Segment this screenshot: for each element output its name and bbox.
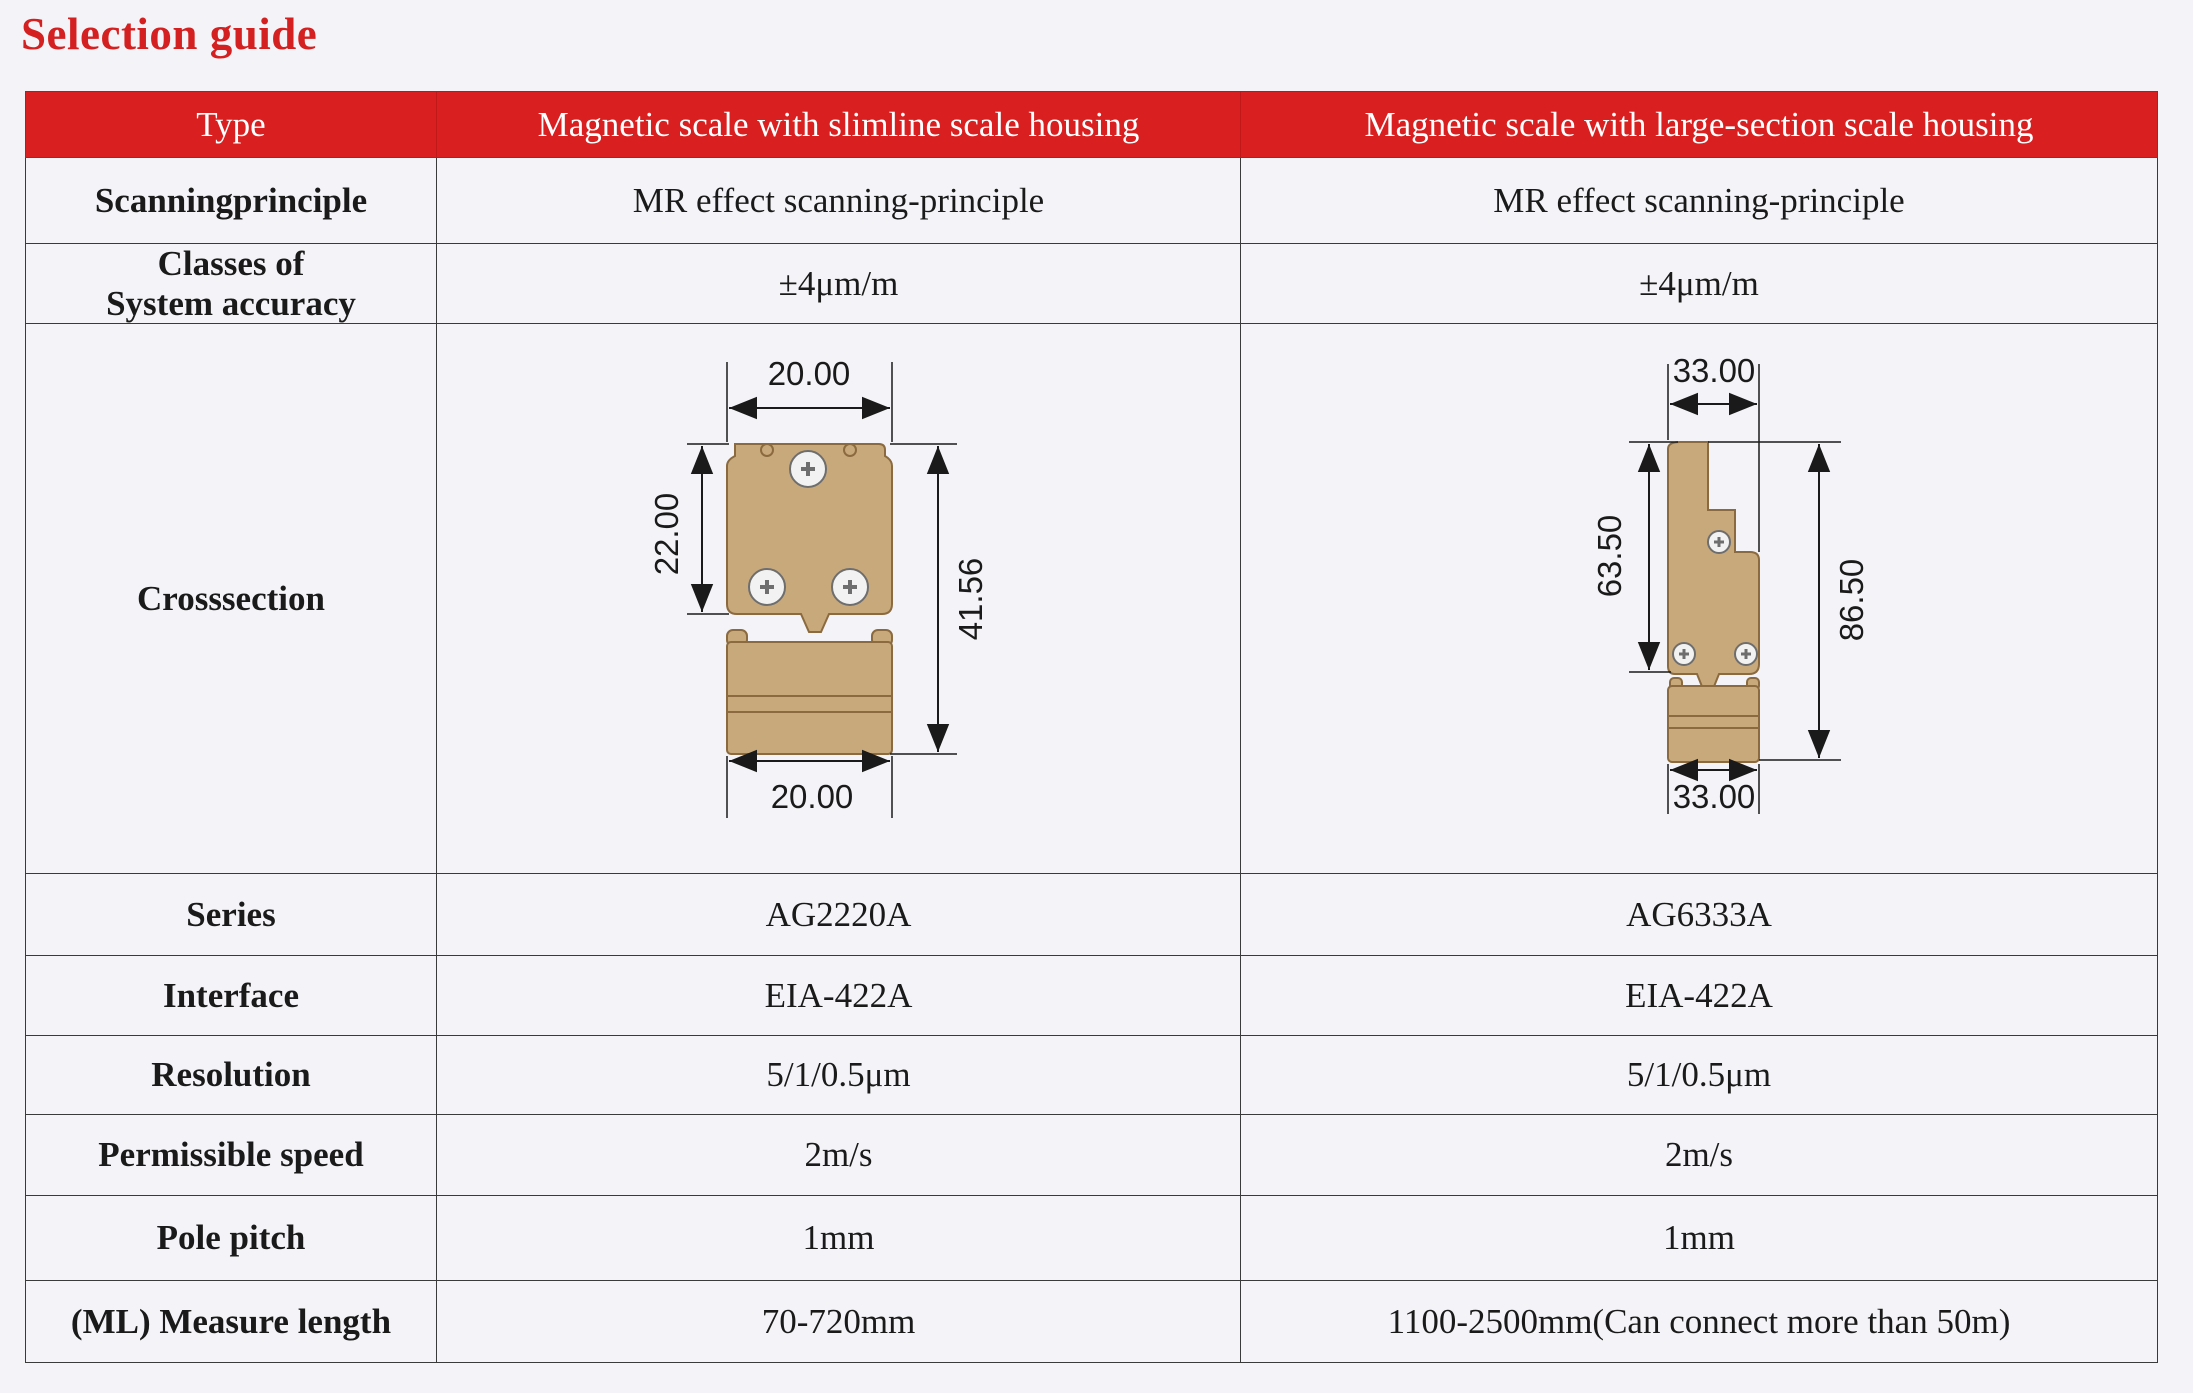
selection-guide-table (25, 91, 2158, 1363)
header-type: Type (26, 92, 437, 158)
cell-interface-slim: EIA-422A (437, 956, 1241, 1036)
row-label-interface: Interface (26, 956, 437, 1036)
screw-icon (832, 569, 868, 605)
dim-bottom-width: 33.00 (1672, 778, 1756, 815)
table-row (26, 244, 2158, 324)
large-section-cross-section-drawing (1241, 324, 2158, 873)
screw-icon (1708, 531, 1730, 553)
cell-interface-large: EIA-422A (1241, 956, 2158, 1036)
table-row (26, 956, 2158, 1036)
row-label-scanning: Scanningprinciple (26, 158, 437, 244)
accuracy-label-line1: Classes of (157, 244, 305, 284)
cell-resolution-slim: 5/1/0.5μm (437, 1036, 1241, 1115)
screw-icon (749, 569, 785, 605)
table-row (26, 874, 2158, 956)
cell-speed-large: 2m/s (1241, 1115, 2158, 1196)
slimline-cross-section-drawing (437, 324, 1241, 873)
table-row (26, 1196, 2158, 1281)
dim-total-height: 41.56 (952, 557, 989, 641)
cell-pole-slim: 1mm (437, 1196, 1241, 1281)
table-row (26, 1036, 2158, 1115)
dim-upper-height: 63.50 (1591, 514, 1628, 598)
dim-top-width: 33.00 (1672, 352, 1756, 389)
row-label-measure-length: (ML) Measure length (26, 1281, 437, 1363)
scale-housing-body (727, 642, 892, 754)
cell-series-slim: AG2220A (437, 874, 1241, 956)
cell-pole-large: 1mm (1241, 1196, 2158, 1281)
cell-scanning-slim: MR effect scanning-principle (437, 158, 1241, 244)
row-label-accuracy (26, 244, 437, 324)
screw-icon (790, 451, 826, 487)
table-row (26, 1115, 2158, 1196)
row-label-series: Series (26, 874, 437, 956)
cell-cross-slim (437, 324, 1241, 874)
cell-scanning-large: MR effect scanning-principle (1241, 158, 2158, 244)
row-label-resolution: Resolution (26, 1036, 437, 1115)
table-row (26, 158, 2158, 244)
row-label-cross: Crosssection (26, 324, 437, 874)
cell-resolution-large: 5/1/0.5μm (1241, 1036, 2158, 1115)
table-header-row (26, 92, 2158, 158)
dim-upper-height: 22.00 (648, 492, 685, 576)
screw-icon (1673, 643, 1695, 665)
dim-bottom-width: 20.00 (770, 778, 854, 815)
page-title: Selection guide (21, 9, 318, 59)
dim-total-height: 86.50 (1833, 558, 1870, 642)
cell-ml-large: 1100-2500mm(Can connect more than 50m) (1241, 1281, 2158, 1363)
cell-accuracy-large: ±4μm/m (1241, 244, 2158, 324)
cell-speed-slim: 2m/s (437, 1115, 1241, 1196)
table-row (26, 324, 2158, 874)
cell-cross-large (1241, 324, 2158, 874)
header-slimline: Magnetic scale with slimline scale housing (437, 92, 1241, 158)
header-large-section: Magnetic scale with large-section scale housing (1241, 92, 2158, 158)
scale-housing-body (1668, 686, 1759, 762)
accuracy-label-line2: System accuracy (106, 283, 356, 323)
row-label-speed: Permissible speed (26, 1115, 437, 1196)
screw-icon (1735, 643, 1757, 665)
cell-accuracy-slim: ±4μm/m (437, 244, 1241, 324)
table-row (26, 1281, 2158, 1363)
cell-ml-slim: 70-720mm (437, 1281, 1241, 1363)
cell-series-large: AG6333A (1241, 874, 2158, 956)
row-label-pole-pitch: Pole pitch (26, 1196, 437, 1281)
dim-top-width: 20.00 (767, 355, 851, 392)
